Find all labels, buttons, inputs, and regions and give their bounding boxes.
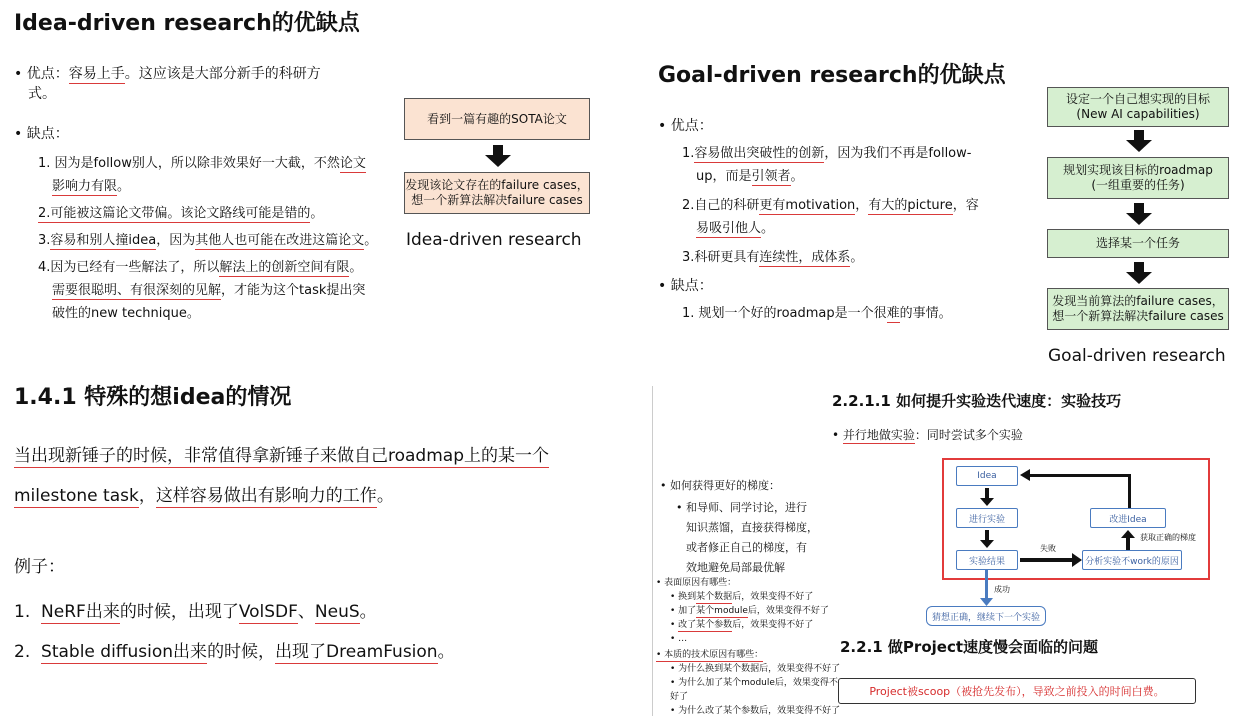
flow-fail-label: 失败 [1040, 544, 1056, 553]
flow-result: 实验结果 [956, 550, 1018, 570]
goal-flow-box-3: 选择某一个任务 [1047, 229, 1229, 258]
goal-flow-box-2: 规划实现该目标的roadmap (一组重要的任务) [1047, 157, 1229, 199]
iteration-speed-title: 2.2.1.1 如何提升实验迭代速度：实验技巧 [832, 392, 1122, 410]
essential-reasons: • 本质的技术原因有哪些： • 为什么换到某个数据后，效果变得不好了 • 为什么加了某个module后，效果变得不好了 • 为什么改了某个参数后，效果变得不好了 [656, 650, 841, 716]
goal-pros-label: • 优点： [658, 118, 713, 134]
goal-caption: Goal-driven research [1048, 346, 1226, 366]
goal-cons-label: • 缺点： [658, 278, 713, 294]
divider [652, 386, 653, 716]
idea-caption: Idea-driven research [406, 230, 582, 250]
parallel-tip: • 并行地做实验：同时尝试多个实验 [832, 428, 1023, 442]
idea-cons-list: 1. 因为是follow别人，所以除非效果好一大截，不然论文 影响力有限。 2.可能被这篇论文带偏。该论文路线可能是错的。 3.容易和别人撞idea，因为其他人也可能在改进这篇论文。 4.因为已经有一些解法了，所以解法上的创新空间有限。 需要很聪明、有很深刻的见解，才能为这个task提出突 破性的new technique。 [38, 156, 378, 321]
example-label: 例子： [14, 557, 65, 577]
flow-success-label: 成功 [994, 585, 1010, 594]
down-arrow-icon [1126, 203, 1152, 225]
idea-pros: • 优点：容易上手。这应该是大部分新手的科研方 式。 [14, 66, 321, 102]
slow-project-title: 2.2.1 做Project速度慢会面临的问题 [840, 638, 1099, 656]
flow-improve-idea: 改进Idea [1090, 508, 1166, 528]
idea-flow-box-1: 看到一篇有趣的SOTA论文 [404, 98, 590, 140]
flow-run-experiment: 进行实验 [956, 508, 1018, 528]
goal-cons-item: 1. 规划一个好的roadmap是一个很难的事情。 [682, 306, 952, 321]
flow-gradient-label: 获取正确的梯度 [1140, 533, 1196, 542]
goal-driven-title: Goal-driven research的优缺点 [658, 63, 1006, 88]
special-idea-title: 1.4.1 特殊的想idea的情况 [14, 385, 292, 410]
idea-flow-box-2: 发现该论文存在的failure cases， 想一个新算法解决failure cases [404, 172, 590, 214]
down-arrow-icon [1126, 130, 1152, 152]
goal-flow-box-1: 设定一个自己想实现的目标 (New AI capabilities) [1047, 87, 1229, 127]
special-idea-body: 当出现新锤子的时候，非常值得拿新锤子来做自己roadmap上的某一个 milestone task，这样容易做出有影响力的工作。 [14, 446, 549, 506]
idea-driven-title: Idea-driven research的优缺点 [14, 11, 360, 36]
flow-idea: Idea [956, 466, 1018, 486]
down-arrow-icon [1126, 262, 1152, 284]
goal-flow-box-4: 发现当前算法的failure cases， 想一个新算法解决failure cases [1047, 288, 1229, 330]
example-list: 1. NeRF出来的时候，出现了VolSDF、NeuS。 2. Stable diffusion出来的时候，出现了DreamFusion。 [14, 602, 455, 662]
scoop-warning: Project被scoop（被抢先发布），导致之前投入的时间白费。 [838, 678, 1196, 704]
surface-reasons: • 表面原因有哪些： • 换到某个数据后，效果变得不好了 • 加了某个module后，效果变得不好了 • 改了某个参数后，效果变得不好了 • … [656, 578, 829, 644]
down-arrow-icon [485, 145, 511, 167]
flow-arrows [942, 458, 1210, 628]
idea-cons-label: • 缺点： [14, 126, 69, 142]
flow-analyze-failure: 分析实验不work的原因 [1082, 550, 1182, 570]
gradient-section: • 如何获得更好的梯度： • 和导师、同学讨论，进行 知识蒸馏，直接获得梯度， 或者修正自己的梯度，有 效地避免局部最优解 [660, 479, 818, 574]
flow-next-experiment: 猜想正确，继续下一个实验 [926, 606, 1046, 626]
goal-pros-list: 1.容易做出突破性的创新，因为我们不再是follow- up，而是引领者。 2.自己的科研更有motivation，有大的picture，容 易吸引他人。 3.科研更具有连续性，成体系。 [682, 146, 979, 265]
